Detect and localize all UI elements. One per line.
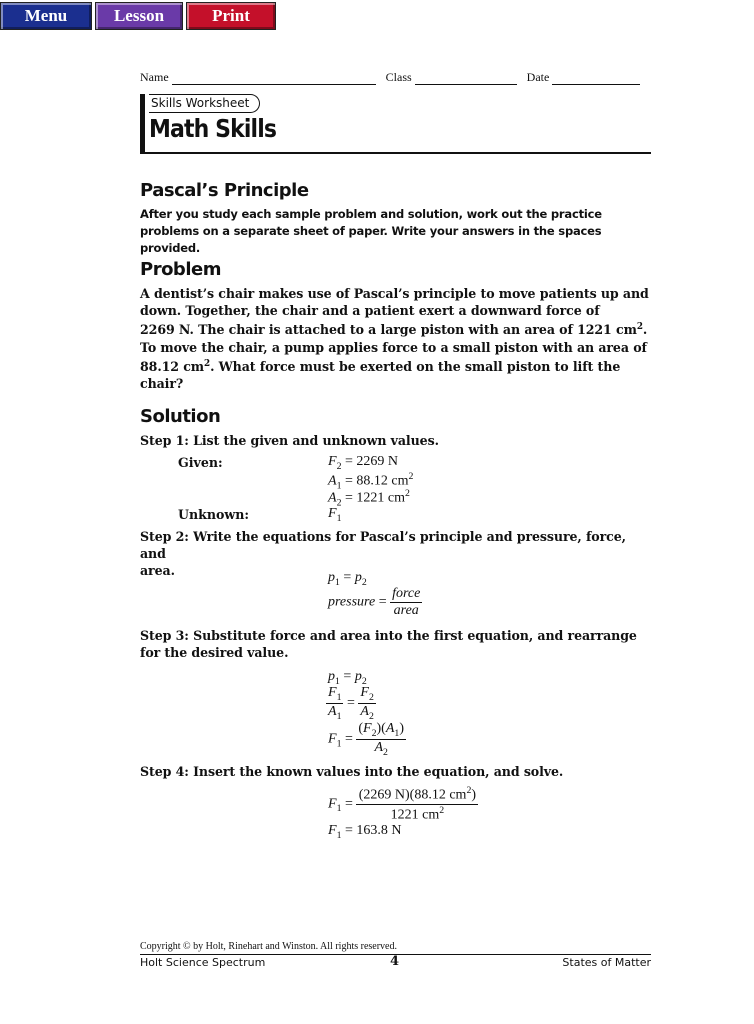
worksheet-header: [140, 94, 651, 154]
problem-line: A dentist’s chair makes use of Pascal’s principle to move patients up and: [140, 286, 649, 301]
step-4: Step 4: Insert the known values into the equation, and solve.: [140, 764, 564, 779]
problem-line: To move the chair, a pump applies force to a small piston with an area of: [140, 339, 647, 355]
class-label: Class: [385, 70, 412, 84]
equation-substituted: $F_1$ = $\frac{(2269 N)(88.12 cm^2)}{1221 cm^2}$: [328, 785, 478, 823]
copyright: Copyright © by Holt, Rinehart and Winston. All rights reserved.: [140, 941, 397, 952]
instructions: After you study each sample problem and solution, work out the practice problems on a separate sheet of paper. Write your answers in the spaces provided.: [140, 207, 602, 255]
unknown-f1: $F_1$: [328, 506, 342, 524]
section-title: Pascal’s Principle: [140, 180, 309, 201]
page-title: Math Skills: [149, 114, 277, 143]
menu-button[interactable]: Menu: [0, 2, 92, 30]
step-2: Step 2: Write the equations for Pascal’s principle and pressure, force, and area.: [140, 529, 626, 578]
equation-answer: $F_1 = 163.8$ N: [328, 823, 402, 841]
problem-line: 88.12 $cm^2$. What force must be exerted on the small piston to lift the: [140, 359, 621, 375]
problem-heading: Problem: [140, 259, 221, 280]
unknown-label: Unknown:: [178, 507, 250, 522]
name-label: Name: [140, 70, 169, 84]
worksheet-tag: Skills Worksheet: [149, 94, 260, 113]
given-f2: $F_2 = 2269$ N: [328, 454, 398, 472]
equation-rearranged: $F_1$ = $\frac{(F_2)(A_1)}{A_2}$: [328, 721, 404, 758]
footer-chapter: States of Matter: [562, 956, 651, 969]
nav-bar: [0, 2, 279, 30]
equation-pascal-2: $p_1 = p_2$: [328, 669, 367, 687]
given-a2: $A_2 = 1221$ $cm^2$: [328, 488, 410, 509]
step-3: Step 3: Substitute force and area into the first equation, and rearrange for the desired value.: [140, 628, 637, 660]
date-field[interactable]: [552, 72, 640, 85]
problem-text: [140, 285, 651, 393]
equation-pressure: pressure = $\frac{\text{force}}{\text{area}}$: [328, 586, 421, 618]
given-a1: $A_1 = 88.12$ $cm^2$: [328, 471, 414, 492]
footer-book-title: Holt Science Spectrum: [140, 956, 266, 969]
solution-heading: Solution: [140, 406, 221, 427]
header-bar: [140, 94, 145, 152]
student-info-row: [140, 70, 651, 85]
print-button[interactable]: Print: [186, 2, 276, 30]
date-label: Date: [526, 70, 550, 84]
problem-line: down. Together, the chair and a patient exert a downward force of: [140, 303, 600, 319]
class-field[interactable]: [415, 72, 517, 85]
lesson-button[interactable]: Lesson: [95, 2, 183, 30]
problem-line: 2269 N. The chair is attached to a large piston with an area of 1221 $cm^2$.: [140, 322, 648, 338]
equation-pascal: $p_1 = p_2$: [328, 570, 367, 588]
page-number: 4: [390, 954, 400, 969]
name-field[interactable]: [172, 72, 376, 85]
footer: [140, 956, 651, 969]
step-1: Step 1: List the given and unknown values.: [140, 433, 439, 448]
problem-line: chair?: [140, 376, 184, 392]
given-label: Given:: [178, 455, 223, 470]
equation-ratio: $\frac{F_1}{A_1}$ = $\frac{F_2}{A_2}$: [328, 685, 374, 722]
